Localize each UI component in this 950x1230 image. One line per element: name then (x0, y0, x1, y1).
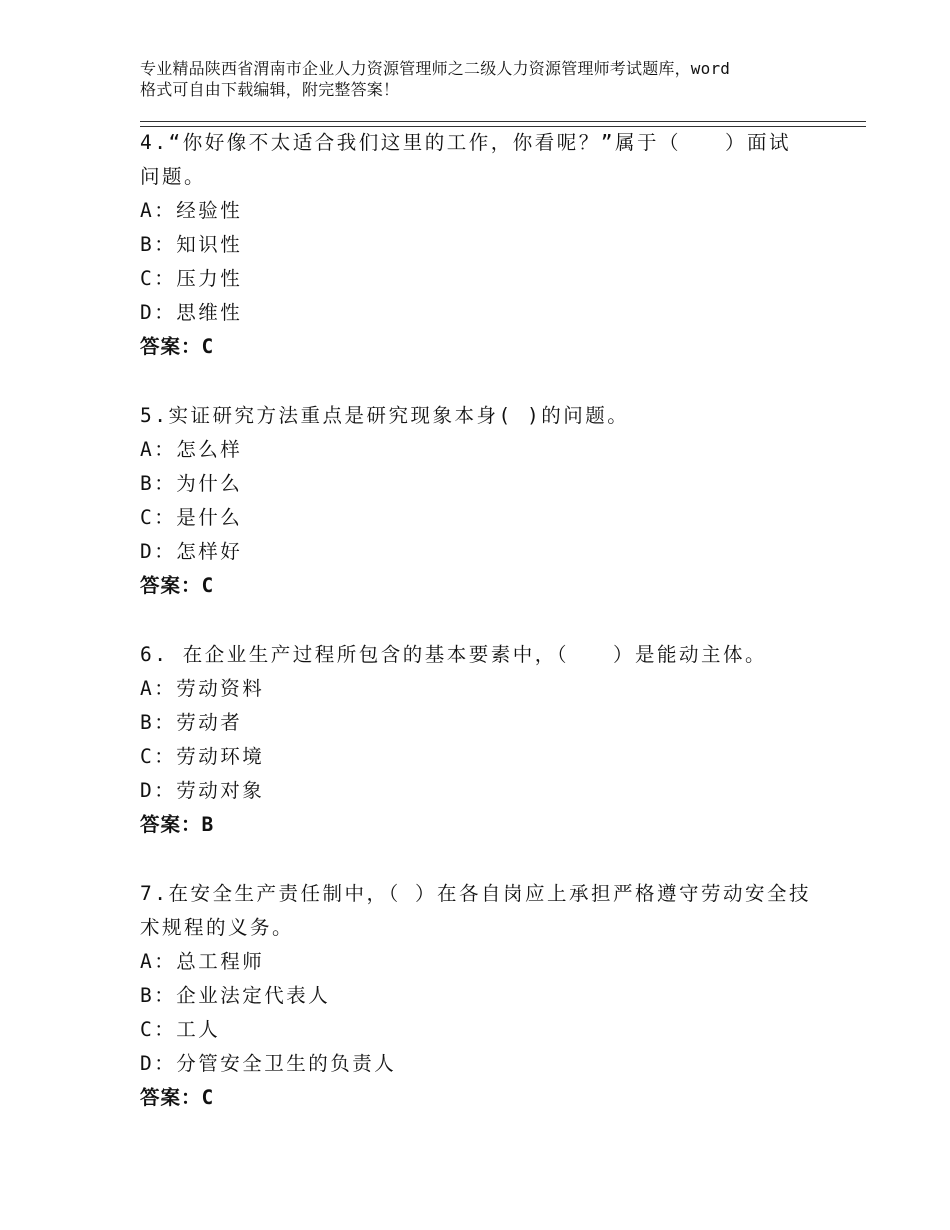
option-a: A：怎么样 (140, 438, 243, 461)
option-b: B：为什么 (140, 472, 243, 495)
option-d: D：分管安全卫生的负责人 (140, 1052, 397, 1075)
question-stem: 6. 在企业生产过程所包含的基本要素中，（ ）是能动主体。 (140, 643, 767, 666)
answer-value: C (201, 335, 215, 358)
option-a: A：经验性 (140, 199, 243, 222)
option-b: B：劳动者 (140, 711, 243, 734)
answer-value: B (201, 813, 215, 836)
question-6 (140, 638, 820, 842)
question-stem: 7.在安全生产责任制中，（ ）在各自岗应上承担严格遵守劳动安全技 (140, 882, 811, 905)
question-7 (140, 877, 820, 1115)
question-stem: 5.实证研究方法重点是研究现象本身( )的问题。 (140, 404, 630, 427)
answer-line (140, 1081, 820, 1115)
answer-line (140, 808, 820, 842)
document-header (140, 58, 820, 100)
option-c: C：压力性 (140, 267, 243, 290)
question-5 (140, 399, 820, 603)
option-b: B：企业法定代表人 (140, 984, 331, 1007)
option-a: A：总工程师 (140, 950, 265, 973)
header-line-2: 格式可自由下载编辑，附完整答案！ (140, 80, 400, 99)
answer-line (140, 569, 820, 603)
option-d: D：怎样好 (140, 540, 243, 563)
question-stem-continued: 术规程的义务。 (140, 916, 295, 939)
question-stem-continued: 问题。 (140, 165, 207, 188)
answer-label: 答案： (140, 1086, 202, 1109)
question-4 (140, 126, 820, 364)
answer-label: 答案： (140, 813, 202, 836)
option-b: B：知识性 (140, 233, 243, 256)
answer-value: C (201, 1086, 215, 1109)
answer-label: 答案： (140, 574, 202, 597)
option-c: C：是什么 (140, 506, 243, 529)
header-line-1: 专业精品陕西省渭南市企业人力资源管理师之二级人力资源管理师考试题库，word (140, 59, 731, 78)
answer-line (140, 330, 820, 364)
option-c: C：工人 (140, 1018, 221, 1041)
option-c: C：劳动环境 (140, 745, 265, 768)
answer-value: C (201, 574, 215, 597)
option-d: D：劳动对象 (140, 779, 265, 802)
option-a: A：劳动资料 (140, 677, 265, 700)
question-stem: 4.“你好像不太适合我们这里的工作，你看呢？”属于（ ）面试 (140, 131, 791, 154)
option-d: D：思维性 (140, 301, 243, 324)
answer-label: 答案： (140, 335, 202, 358)
